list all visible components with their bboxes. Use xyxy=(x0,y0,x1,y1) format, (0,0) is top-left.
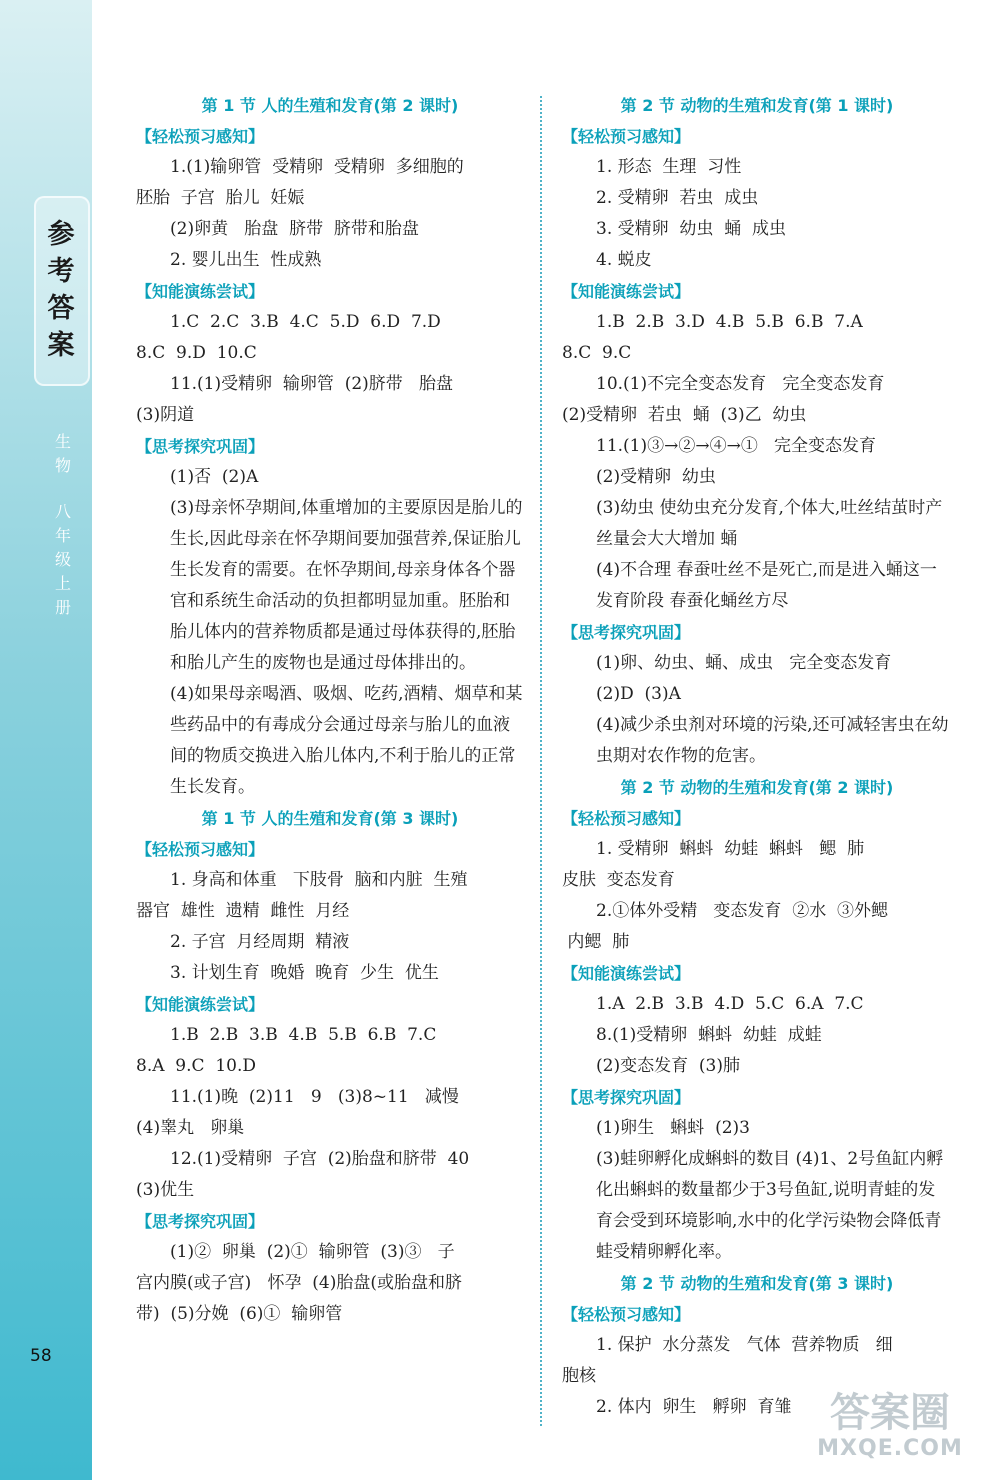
answer-line: (1)卵生 蝌蚪 (2)3 xyxy=(596,1118,750,1138)
watermark-text: 答案圈 xyxy=(830,1390,950,1436)
answer-line: 11.(1)受精卵 输卵管 (2)脐带 胎盘 xyxy=(170,374,454,394)
answer-line: 1.A 2.B 3.B 4.D 5.C 6.A 7.C xyxy=(596,994,864,1014)
answer-line: (2)变态发育 (3)肺 xyxy=(596,1056,740,1076)
answer-line: 1. 形态 生理 习性 xyxy=(596,157,742,177)
answer-line: 1.B 2.B 3.D 4.B 5.B 6.B 7.A xyxy=(596,312,863,332)
answer-line: 1. 身高和体重 下肢骨 脑和内脏 生殖 xyxy=(170,870,468,890)
answer-paragraph: (3)幼虫 使幼虫充分发育,个体大,吐丝结茧时产丝量会大大增加 蛹 xyxy=(596,498,943,549)
answer-line: 2. 婴儿出生 性成熟 xyxy=(170,250,322,270)
answer-line: 2. 子宫 月经周期 精液 xyxy=(170,932,350,952)
page-number: 58 xyxy=(30,1346,52,1366)
section-heading: 第 1 节 人的生殖和发育(第 2 课时) xyxy=(201,96,459,115)
answer-line: (2)D (3)A xyxy=(596,684,681,704)
section-heading: 第 2 节 动物的生殖和发育(第 2 课时) xyxy=(620,778,894,797)
subsection-label: 【轻松预习感知】 xyxy=(562,127,691,146)
subsection-label: 【知能演练尝试】 xyxy=(136,995,265,1014)
answer-paragraph: (4)不合理 春蚕吐丝不是死亡,而是进入蛹这一发育阶段 春蚕化蛹丝方尽 xyxy=(596,560,937,611)
answer-line: 1. 保护 水分蒸发 气体 营养物质 细 xyxy=(596,1335,893,1355)
answer-line: (1)② 卵巢 (2)① 输卵管 (3)③ 子 xyxy=(170,1242,455,1262)
answer-line: 10.(1)不完全变态发育 完全变态发育 xyxy=(596,374,885,394)
answer-line: 宫内膜(或子宫) 怀孕 (4)胎盘(或胎盘和脐 xyxy=(136,1273,462,1293)
answer-line: 1.C 2.C 3.B 4.C 5.D 6.D 7.D xyxy=(170,312,441,332)
answer-paragraph: (4)如果母亲喝酒、吸烟、吃药,酒精、烟草和某些药品中的有毒成分会通过母亲与胎儿的血液间的物质交换进入胎儿体内,不利于胎儿的正常生长发育。 xyxy=(170,684,523,797)
subsection-label: 【知能演练尝试】 xyxy=(136,282,265,301)
answer-line: 1.(1)输卵管 受精卵 受精卵 多细胞的 xyxy=(170,157,464,177)
subsection-label: 【轻松预习感知】 xyxy=(562,1305,691,1324)
answer-line: 2.①体外受精 变态发育 ②水 ③外鳃 xyxy=(596,901,889,921)
answer-line: (1)卵、幼虫、蛹、成虫 完全变态发育 xyxy=(596,653,892,673)
subsection-label: 【思考探究巩固】 xyxy=(562,623,691,642)
answer-line: 4. 蜕皮 xyxy=(596,250,652,270)
answer-line: 3. 受精卵 幼虫 蛹 成虫 xyxy=(596,219,787,239)
section-heading: 第 2 节 动物的生殖和发育(第 1 课时) xyxy=(620,96,894,115)
subsection-label: 【思考探究巩固】 xyxy=(136,1212,265,1231)
answer-line: 11.(1)晚 (2)11 9 (3)8~11 减慢 xyxy=(170,1087,459,1107)
answer-line: 内鳃 肺 xyxy=(562,932,630,952)
subsection-label: 【轻松预习感知】 xyxy=(136,840,265,859)
answer-line: 带) (5)分娩 (6)① 输卵管 xyxy=(136,1304,343,1324)
answer-paragraph: (3)母亲怀孕期间,体重增加的主要原因是胎儿的生长,因此母亲在怀孕期间要加强营养,保证胎儿生长发育的需要。在怀孕期间,母亲身体各个器官和系统生命活动的负担都明显加重。胚胎和胎儿体内的营养物质都是通过母体获得的,胚胎和胎儿产生的废物也是通过母体排出的。 xyxy=(170,498,523,673)
answer-line: 2. 受精卵 若虫 成虫 xyxy=(596,188,759,208)
subsection-label: 【思考探究巩固】 xyxy=(562,1088,691,1107)
answer-line: (2)卵黄 胎盘 脐带 脐带和胎盘 xyxy=(170,219,419,239)
answer-paragraph: (3)蛙卵孵化成蝌蚪的数目 (4)1、2号鱼缸内孵化出蝌蚪的数量都少于3号鱼缸,说明青蛙的发育会受到环境影响,水中的化学污染物会降低青蛙受精卵孵化率。 xyxy=(596,1149,944,1262)
answer-line: (2)受精卵 若虫 蛹 (3)乙 幼虫 xyxy=(562,405,807,425)
watermark-logo xyxy=(790,1390,990,1470)
answer-line: 8.C 9.C xyxy=(562,343,632,363)
answer-line: 3. 计划生育 晚婚 晚育 少生 优生 xyxy=(170,963,439,983)
sidebar-title: 参考答案 xyxy=(47,219,75,361)
answer-line: 1. 受精卵 蝌蚪 幼蛙 蝌蚪 鳃 肺 xyxy=(596,839,865,859)
answer-line: 1.B 2.B 3.B 4.B 5.B 6.B 7.C xyxy=(170,1025,437,1045)
right-column xyxy=(562,90,952,1423)
answer-line: 12.(1)受精卵 子宫 (2)胎盘和脐带 40 xyxy=(170,1149,470,1169)
answer-paragraph: (4)减少杀虫剂对环境的污染,还可减轻害虫在幼虫期对农作物的危害。 xyxy=(596,715,949,766)
section-heading: 第 1 节 人的生殖和发育(第 3 课时) xyxy=(201,809,459,828)
answer-line: (3)优生 xyxy=(136,1180,195,1200)
answer-line: (1)否 (2)A xyxy=(170,467,259,487)
answer-line: (3)阴道 xyxy=(136,405,195,425)
subsection-label: 【知能演练尝试】 xyxy=(562,282,691,301)
column-divider xyxy=(540,96,542,1426)
subsection-label: 【轻松预习感知】 xyxy=(562,809,691,828)
answer-line: 8.(1)受精卵 蝌蚪 幼蛙 成蛙 xyxy=(596,1025,822,1045)
subsection-label: 【思考探究巩固】 xyxy=(136,437,265,456)
subsection-label: 【知能演练尝试】 xyxy=(562,964,691,983)
left-column xyxy=(136,90,524,1330)
section-heading: 第 2 节 动物的生殖和发育(第 3 课时) xyxy=(620,1274,894,1293)
watermark-url: MXQE.COM xyxy=(817,1436,963,1461)
sidebar-subject: 生物 xyxy=(54,432,71,475)
answer-line: 8.C 9.D 10.C xyxy=(136,343,257,363)
sidebar-grade: 八年级上册 xyxy=(54,502,71,617)
answer-line: (2)受精卵 幼虫 xyxy=(596,467,716,487)
answer-line: 胚胎 子宫 胎儿 妊娠 xyxy=(136,188,305,208)
answer-line: 胞核 xyxy=(562,1366,596,1386)
subsection-label: 【轻松预习感知】 xyxy=(136,127,265,146)
answer-line: 器官 雄性 遗精 雌性 月经 xyxy=(136,901,350,921)
answer-line: (4)睾丸 卵巢 xyxy=(136,1118,245,1138)
answer-line: 2. 体内 卵生 孵卵 育雏 xyxy=(596,1397,792,1417)
answer-line: 皮肤 变态发育 xyxy=(562,870,675,890)
answer-line: 11.(1)③→②→④→① 完全变态发育 xyxy=(596,436,877,456)
answer-line: 8.A 9.C 10.D xyxy=(136,1056,257,1076)
